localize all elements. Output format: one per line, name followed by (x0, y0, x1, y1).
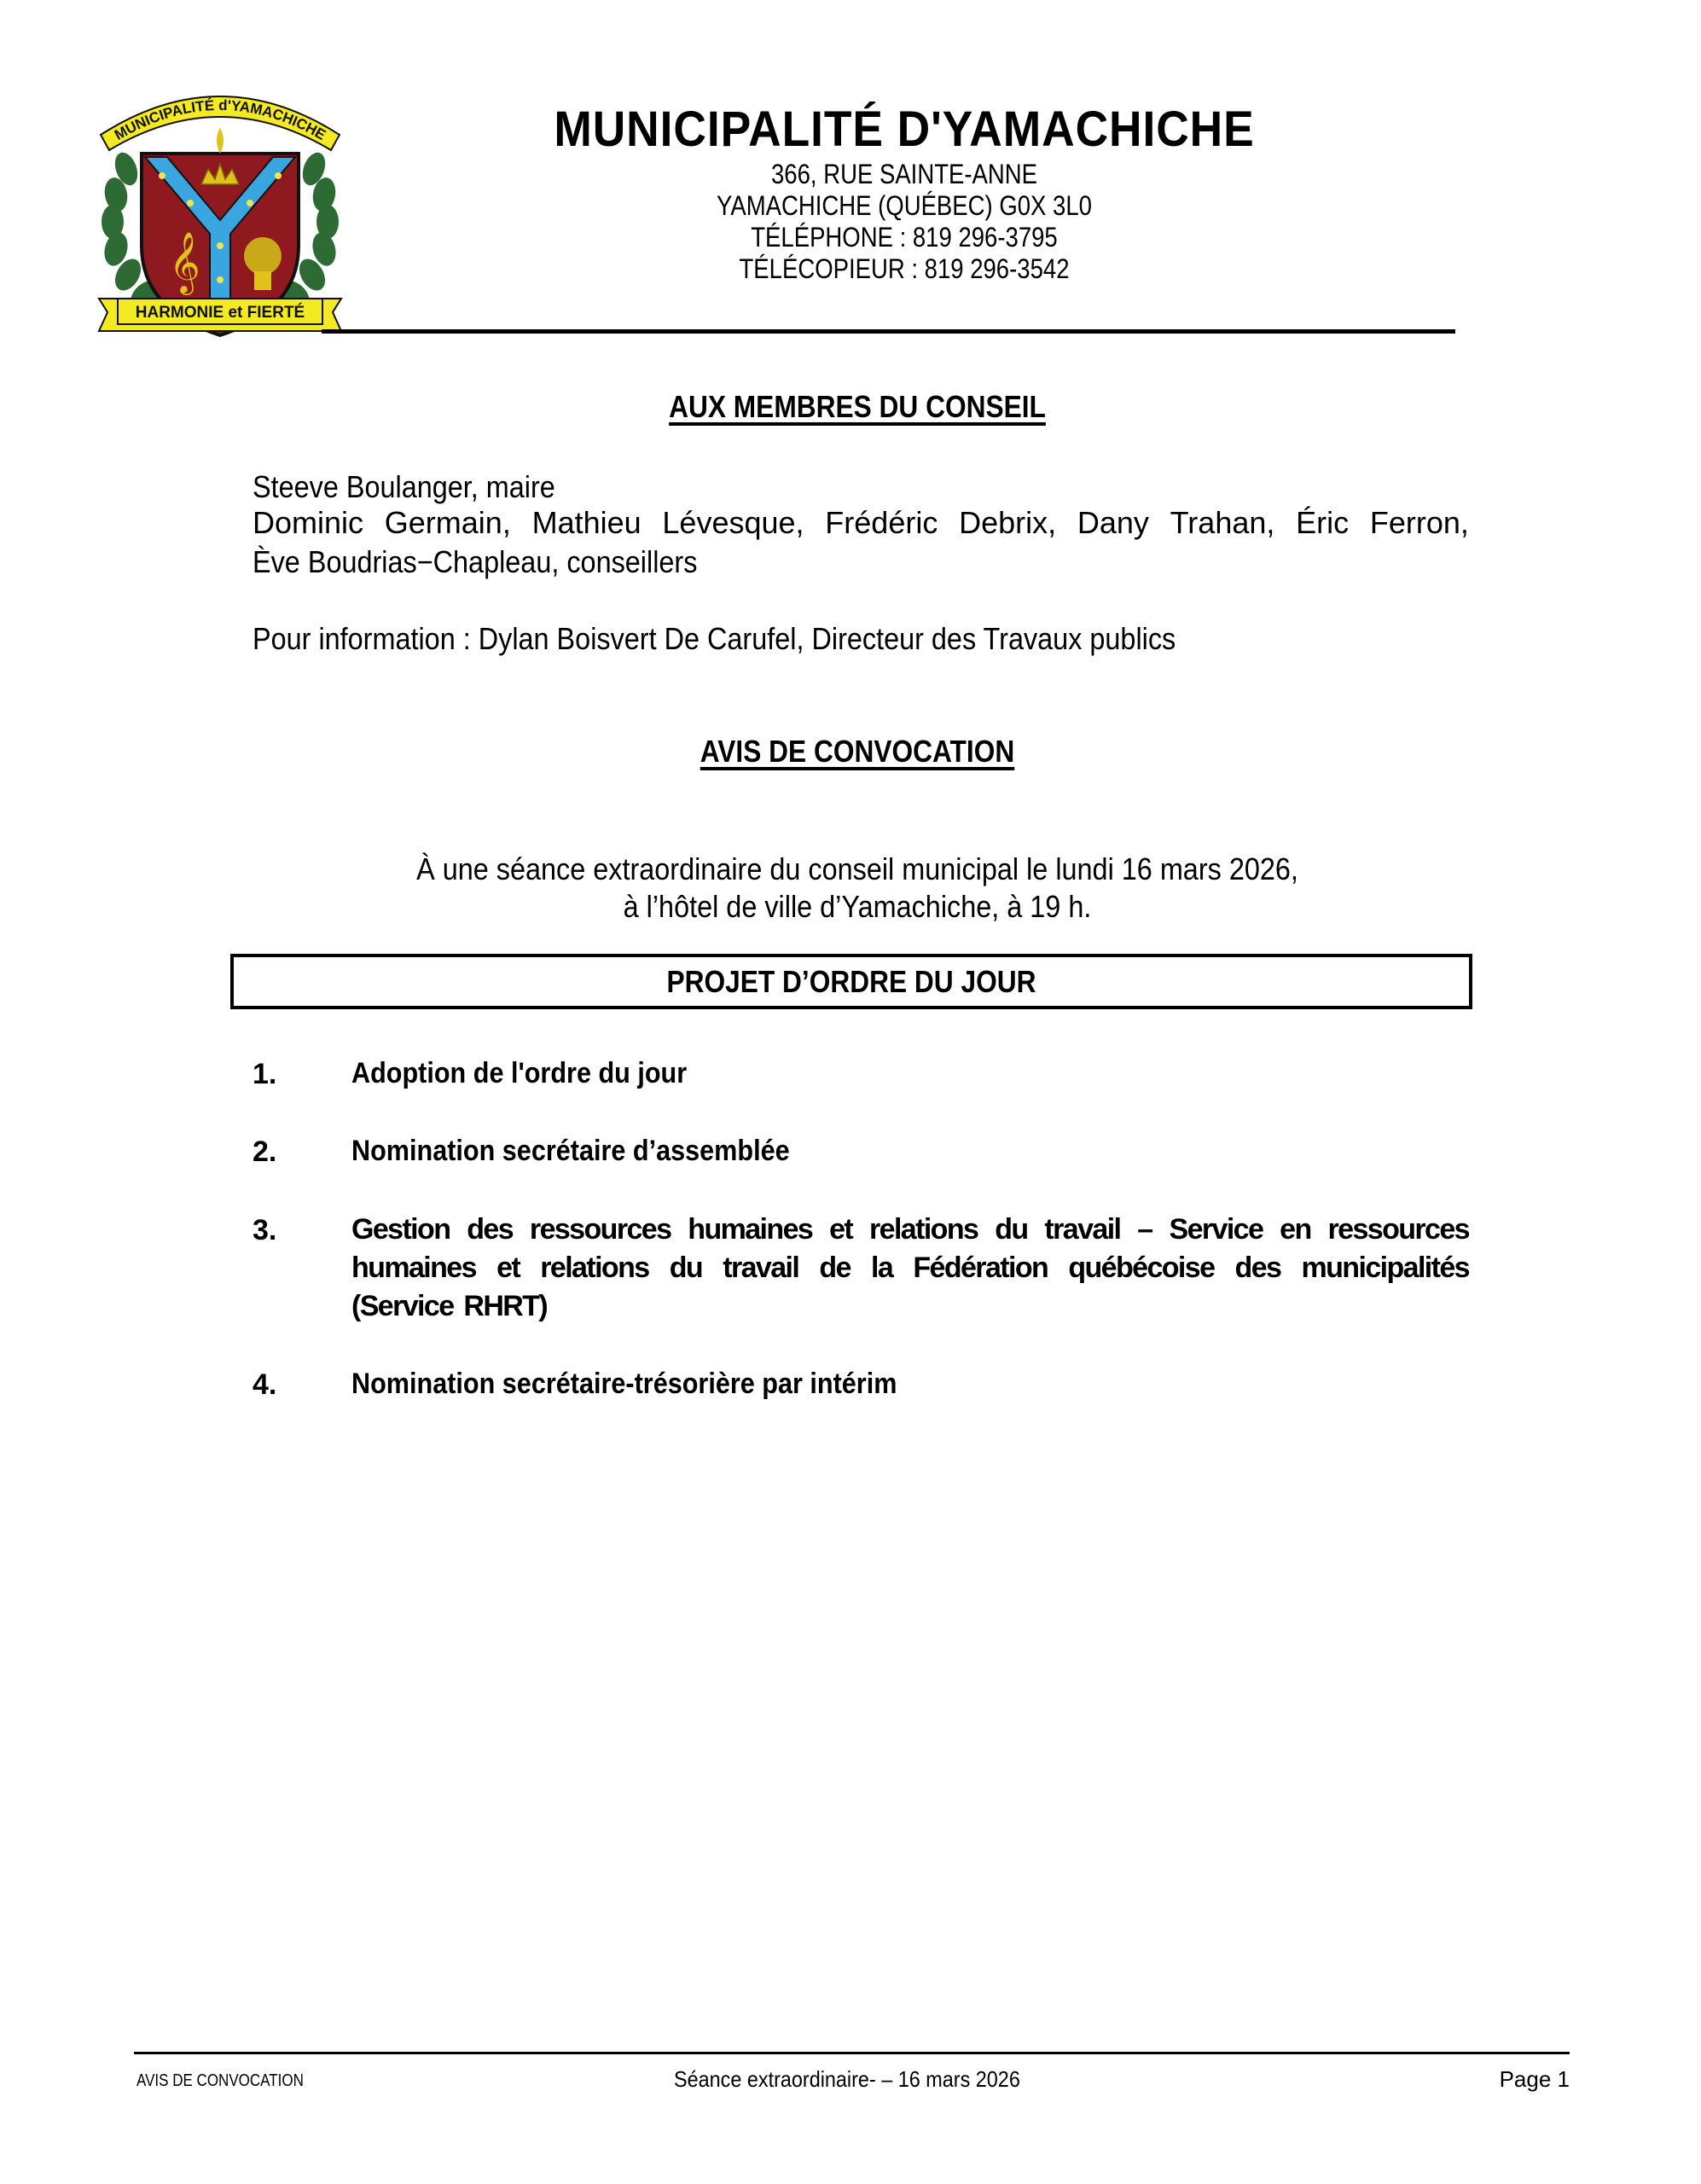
footer-page-number: Page 1 (1499, 2066, 1570, 2092)
logo-banner-top-text: MUNICIPALITÉ d'YAMACHICHE (112, 96, 328, 143)
councillor-word: Frédéric (825, 505, 938, 540)
footer-divider (134, 2052, 1570, 2054)
notice-title-text: AVIS DE CONVOCATION (700, 734, 1015, 769)
footer-document-type: AVIS DE CONVOCATION (136, 2071, 304, 2090)
recipients-title-text: AUX MEMBRES DU CONSEIL (669, 389, 1046, 424)
address-street: 366, RUE SAINTE-ANNE (771, 159, 1037, 189)
councillors-line-2: Ève Boudrias−Chapleau, conseillers (253, 544, 698, 579)
address-city: YAMACHICHE (QUÉBEC) G0X 3L0 (717, 190, 1092, 221)
treble-clef-icon: 𝄞 (169, 230, 200, 293)
notice-line-2: à l’hôtel de ville d’Yamachiche, à 19 h. (623, 889, 1092, 924)
councillor-word: Lévesque, (662, 505, 804, 540)
councillor-word: Ferron, (1369, 505, 1469, 540)
councillors-line-1 (253, 505, 1469, 541)
agenda-item-number: 1. (253, 1058, 277, 1090)
municipal-coat-of-arms-logo (92, 75, 348, 357)
agenda-item-text (351, 1365, 1469, 1403)
agenda-item-2-text: Nomination secrétaire d’assemblée (351, 1135, 790, 1167)
notice-line-1: À une séance extraordinaire du conseil municipal le lundi 16 mars 2026, (416, 851, 1298, 886)
recipients-title (103, 389, 1612, 425)
header-divider (322, 329, 1455, 334)
fleur-de-lis-icon (217, 128, 224, 154)
agenda-item-number: 3. (253, 1214, 277, 1246)
phone-number: TÉLÉPHONE : 819 296-3795 (751, 222, 1058, 253)
agenda-item-number: 2. (253, 1136, 277, 1168)
agenda-item-1-text: Adoption de l'ordre du jour (351, 1057, 688, 1089)
mayor-line: Steeve Boulanger, maire (253, 469, 555, 504)
councillor-word: Germain, (384, 505, 511, 540)
logo-banner-bottom-text: HARMONIE et FIERTÉ (135, 304, 305, 322)
agenda-title-box (230, 954, 1472, 1009)
agenda-item-number: 4. (253, 1368, 277, 1401)
councillor-word: Dany (1077, 505, 1149, 540)
notice-title (103, 734, 1612, 770)
agenda-title: PROJET D’ORDRE DU JOUR (666, 964, 1036, 999)
fax-number: TÉLÉCOPIEUR : 819 296-3542 (739, 253, 1070, 284)
councillor-word: Debrix, (959, 505, 1057, 540)
organization-name: MUNICIPALITÉ D'YAMACHICHE (554, 102, 1255, 157)
agenda-item-4-text: Nomination secrétaire-trésorière par intérim (351, 1368, 897, 1400)
councillor-word: Mathieu (531, 505, 642, 540)
footer-meeting-date: Séance extraordinaire- – 16 mars 2026 (674, 2066, 1020, 2092)
councillor-word: Trahan, (1170, 505, 1275, 540)
agenda-item-3-text: Gestion des ressources humaines et relations du travail – Service en ressources humaines et relations du travail de la Fédération québécoise des municipalités (Service RHRT) (351, 1213, 1469, 1322)
agenda-item-text (351, 1132, 1469, 1170)
councillor-word: Dominic (253, 505, 364, 540)
agenda-item-text (351, 1054, 1469, 1093)
info-line: Pour information : Dylan Boisvert De Carufel, Directeur des Travaux publics (253, 621, 1176, 656)
councillor-word: Éric (1296, 505, 1350, 540)
